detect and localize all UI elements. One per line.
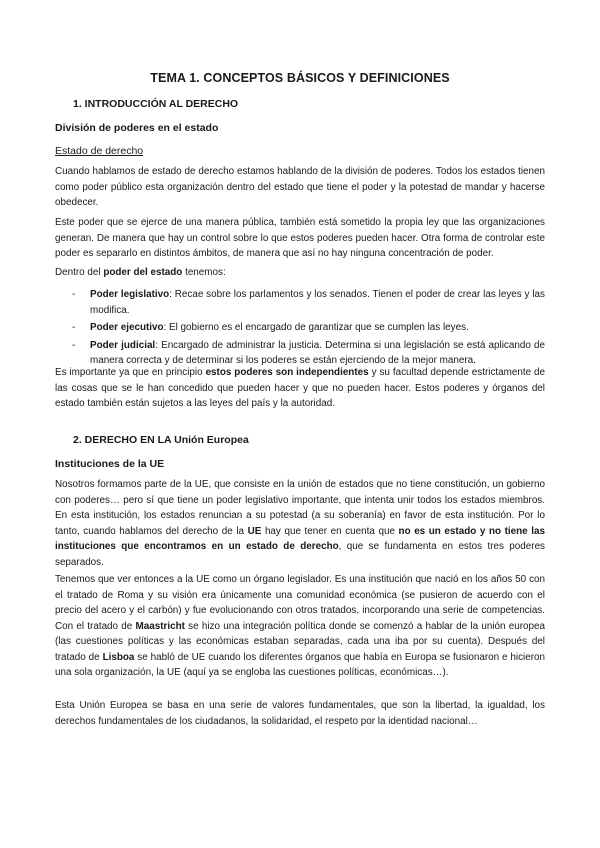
paragraph-control-poder: Este poder que se ejerce de una manera pública, también está sometido la propia ley que las organizaciones generan. De manera que hay un control sobre lo que estos poderes pueden hacer. Otra forma de controlar este poder es separarlo en distintos ámbitos, de manera que así no hay ninguna concentración de poder. bbox=[55, 217, 545, 259]
text-run: Dentro del bbox=[55, 267, 104, 278]
text-run: hay que tener en cuenta que bbox=[261, 525, 399, 537]
text-run: tenemos: bbox=[182, 267, 226, 278]
text-run: se habló de UE cuando los diferentes órganos que había en Europa se fusionaron e hicieron una sola organización, la UE (aquí ya se engloba las cuestiones políticas, económicas…). bbox=[55, 651, 545, 678]
page-title: TEMA 1. CONCEPTOS BÁSICOS Y DEFINICIONES bbox=[150, 71, 450, 85]
subheading-division-poderes: División de poderes en el estado bbox=[55, 122, 219, 134]
list-item-term: Poder legislativo bbox=[90, 289, 170, 300]
text-run: , que se fundamenta en estos tres poderes separados. bbox=[55, 541, 545, 568]
list-item bbox=[55, 287, 545, 318]
text-run-bold: no es un estado y no tiene las instituciones que encontramos en un estado de derecho bbox=[55, 525, 545, 552]
paragraph-ue-valores: Esta Unión Europea se basa en una serie de valores fundamentales, que son la libertad, la igualdad, los derechos fundamentales de los ciudadanos, la solidaridad, el respeto por la identidad nacional… bbox=[55, 700, 545, 727]
text-run: Tenemos que ver entonces a la UE como un órgano legislador. Es una institución que nació en los años 50 con el tratado de Roma y su visión era únicamente una comunidad económica (se pusieron de acuerdo con el precio del acero y el carbón) y fue evolucionando con otros tratados, incorporando una serie de competencias. Con el tratado de bbox=[55, 574, 545, 632]
text-run-bold: UE bbox=[247, 525, 262, 537]
text-run-bold: estos poderes son independientes bbox=[205, 367, 369, 378]
section-heading-introduccion: 1. INTRODUCCIÓN AL DERECHO bbox=[73, 98, 239, 110]
list-item-term: Poder ejecutivo bbox=[90, 322, 164, 333]
paragraph-poder-estado bbox=[55, 265, 545, 281]
subsubheading-estado-derecho: Estado de derecho bbox=[55, 145, 144, 157]
paragraph-estado-derecho: Cuando hablamos de estado de derecho estamos hablando de la división de poderes. Todos los estados tienen como poder público esta organización dentro del estado que tiene el poder y la potestad de mandar y hacerse obedecer. bbox=[55, 166, 545, 208]
list-item bbox=[55, 320, 545, 336]
list-item bbox=[55, 338, 545, 369]
paragraph-ue-historia bbox=[55, 572, 545, 681]
text-run-bold: Lisboa bbox=[102, 651, 135, 663]
poderes-list bbox=[55, 287, 545, 371]
text-run-bold: Maastricht bbox=[135, 620, 185, 632]
paragraph-independencia bbox=[55, 365, 545, 412]
text-run: y su facultad depende estrictamente de las cosas que se le han concedido que pueden hacer y que no pueden hacer. Estos poderes y órganos del estado también están sujetos a las leyes del país y la autoridad. bbox=[55, 367, 545, 409]
list-item-text: : Encargado de administrar la justicia. Determina si una legislación se está aplicando de manera correcta y de determinar si los poderes se están ejerciendo de la mejor manera. bbox=[90, 339, 545, 366]
bullet-dash: - bbox=[72, 289, 76, 300]
section-heading-derecho-ue: 2. DERECHO EN LA Unión Europea bbox=[73, 434, 249, 446]
paragraph-ue-intro bbox=[55, 477, 545, 570]
list-item-text: : El gobierno es el encargado de garantizar que se cumplen las leyes. bbox=[163, 322, 469, 333]
list-item-text: : Recae sobre los parlamentos y los senados. Tienen el poder de crear las leyes y las modifica. bbox=[90, 289, 545, 316]
list-item-term: Poder judicial bbox=[90, 339, 156, 351]
text-run: Nosotros formamos parte de la UE, que consiste en la unión de estados que no tiene constitución, un gobierno con poderes… pero sí que tiene un poder legislativo importante, que intenta unir todos los estados miembros. En esta institución, los estados renuncian a su potestad (a su soberanía) en favor de esta institución. Por lo tanto, cuando hablamos del derecho de la bbox=[55, 479, 545, 537]
text-run: Es importante ya que en principio bbox=[55, 367, 206, 378]
text-run-bold: poder del estado bbox=[103, 267, 183, 278]
bullet-dash: - bbox=[72, 339, 76, 351]
text-run: se hizo una integración política donde se comenzó a hablar de la unión europea (las cuestiones políticas y las económicas estaban separadas, cada una iba por su cuenta). Después del tratado de bbox=[55, 620, 545, 663]
bullet-dash: - bbox=[72, 322, 76, 333]
subheading-instituciones-ue: Instituciones de la UE bbox=[55, 458, 165, 470]
